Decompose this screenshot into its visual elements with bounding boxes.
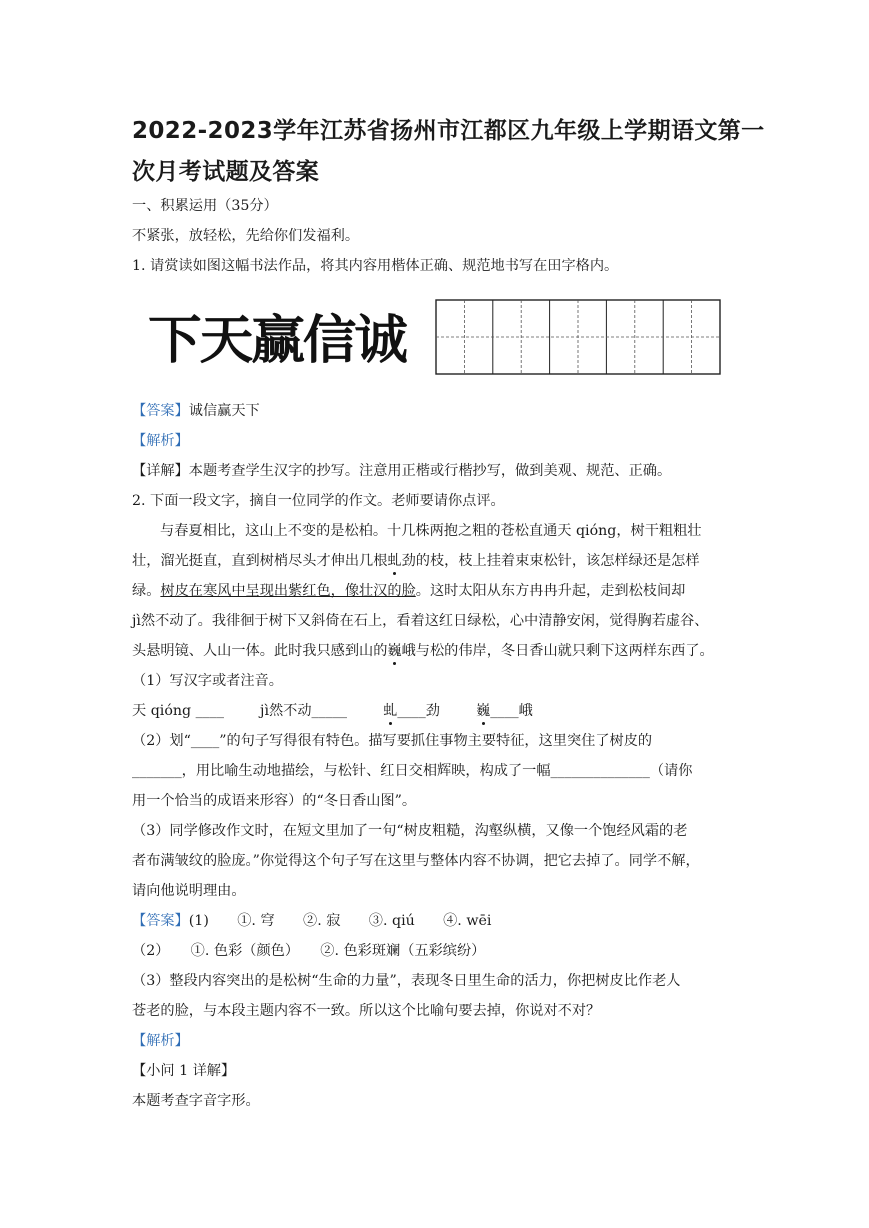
passage-text: 。这时太阳从东方冉冉升起，走到松枝间却 xyxy=(415,583,686,599)
q2-passage-line2 xyxy=(132,552,700,570)
q2-sub2-line2: _______，用比喻生动地描绘，与松针、红日交相辉映，构成了一幅______________（请你 xyxy=(132,763,693,779)
passage-text: 壮，溜光挺直，直到树梢尽头才伸出几根 xyxy=(132,553,388,569)
q2-answer-line1 xyxy=(132,912,491,930)
q1-analysis-tag: 【解析】 xyxy=(132,433,189,449)
calligraphy-image xyxy=(146,300,408,372)
doc-title-line2: 次月考试题及答案 xyxy=(132,159,320,185)
answer-text: 诚信赢天下 xyxy=(188,403,260,419)
q2-stem: 2. 下面一段文字，摘自一位同学的作文。老师要请你点评。 xyxy=(132,493,505,509)
q2-sub2-line3: 用一个恰当的成语来形容）的“冬日香山图”。 xyxy=(132,793,417,809)
answer-tag: 【答案】 xyxy=(132,403,189,419)
q2-answer-line4: 苍老的脸，与本段主题内容不一致。所以这个比喻句要去掉，你说对不对？ xyxy=(132,1003,601,1019)
q2-sub3-line2: 者布满皱纹的脸庞。”你觉得这个句子写在这里与整体内容不协调，把它去掉了。同学不解， xyxy=(132,853,700,869)
underlined-sentence: 树皮在寒风中呈现出紫红色，像壮汉的脸 xyxy=(160,583,416,599)
q2-small1-heading: 【小问 1 详解】 xyxy=(132,1063,236,1079)
detail-text: 本题考查学生汉字的抄写。注意用正楷或行楷抄写，做到美观、规范、正确。 xyxy=(188,463,672,479)
q2-analysis-tag: 【解析】 xyxy=(132,1033,189,1049)
tianzige-grid xyxy=(435,299,721,375)
dotted-char: 巍 xyxy=(387,643,402,659)
q2-passage-line3 xyxy=(132,582,685,600)
q1-detail xyxy=(132,462,671,480)
answer-text: (1) ①. 穹 ②. 寂 ③. qiú ④. wēi xyxy=(188,913,492,929)
sub2-text: ”的句子写得很有特色。描写要抓住事物主要特征，这里突住了树皮的 xyxy=(219,733,653,749)
intro-text: 不紧张，放轻松，先给你们发福利。 xyxy=(132,228,360,244)
q2-passage-line4: jì然不动了。我徘徊于树下又斜倚在石上，看着这红日绿松，心中清静安闲，觉得胸若虚谷、 xyxy=(132,613,709,629)
q2-answer-line2: （2） ①. 色彩（颜色） ②. 色彩斑斓（五彩缤纷） xyxy=(132,943,486,959)
q2-sub1: （1）写汉字或者注音。 xyxy=(132,673,283,689)
q1-answer xyxy=(132,402,260,420)
passage-text: 头悬明镜、人山一体。此时我只感到山的 xyxy=(132,643,388,659)
passage-text: 峨与松的伟岸，冬日香山就只剩下这两样东西了。 xyxy=(401,643,714,659)
dotted-char: 虬 xyxy=(387,553,402,569)
sub2-text: ，用比喻生动地描绘，与松针、红日交相辉映，构成了一幅 xyxy=(181,763,551,779)
passage-text: 绿。 xyxy=(132,583,161,599)
q2-sub3-line1: （3）同学修改作文时，在短文里加了一句“树皮粗糙，沟壑纵横，又像一个饱经风霜的老 xyxy=(132,823,688,839)
fill-item: 天 qióng xyxy=(132,703,192,719)
q2-fill-line: 天 qióng ____ jì然不动_____ 虬____劲 巍____峨 xyxy=(132,703,533,719)
section-heading: 一、积累运用（35分） xyxy=(132,198,278,214)
q1-stem: 1. 请赏读如图这幅书法作品，将其内容用楷体正确、规范地书写在田字格内。 xyxy=(132,258,619,274)
detail-tag: 【详解】 xyxy=(132,463,189,479)
fill-item: 劲 xyxy=(425,703,440,719)
fill-item: jì然不动 xyxy=(260,703,312,719)
sub2-text: （2）划“ xyxy=(132,733,191,749)
sub2-text: （请你 xyxy=(649,763,693,779)
q2-sub3-line3: 请向他说明理由。 xyxy=(132,883,246,899)
calligraphy-text: 下天赢信诚 xyxy=(148,310,408,371)
answer-tag: 【答案】 xyxy=(132,913,189,929)
q2-passage-line5 xyxy=(132,642,714,660)
dotted-char: 巍 xyxy=(475,703,491,719)
q2-answer-line3: （3）整段内容突出的是松树“生命的力量”，表现冬日里生命的活力，你把树皮比作老人 xyxy=(132,973,681,989)
q2-passage-line1: 与春夏相比，这山上不变的是松柏。十几株两抱之粗的苍松直通天 qióng，树干粗粗壮 xyxy=(160,523,702,539)
fill-item: 峨 xyxy=(518,703,533,719)
doc-title-line1: 2022-2023学年江苏省扬州市江都区九年级上学期语文第一 xyxy=(132,118,765,144)
q2-sub2-line1: （2）划“____”的句子写得很有特色。描写要抓住事物主要特征，这里突住了树皮的 xyxy=(132,733,653,749)
dotted-char: 虬 xyxy=(383,703,398,719)
q2-small1-text: 本题考查字音字形。 xyxy=(132,1093,260,1109)
passage-text: 劲的枝，枝上挂着束束松针，该怎样绿还是怎样 xyxy=(401,553,700,569)
